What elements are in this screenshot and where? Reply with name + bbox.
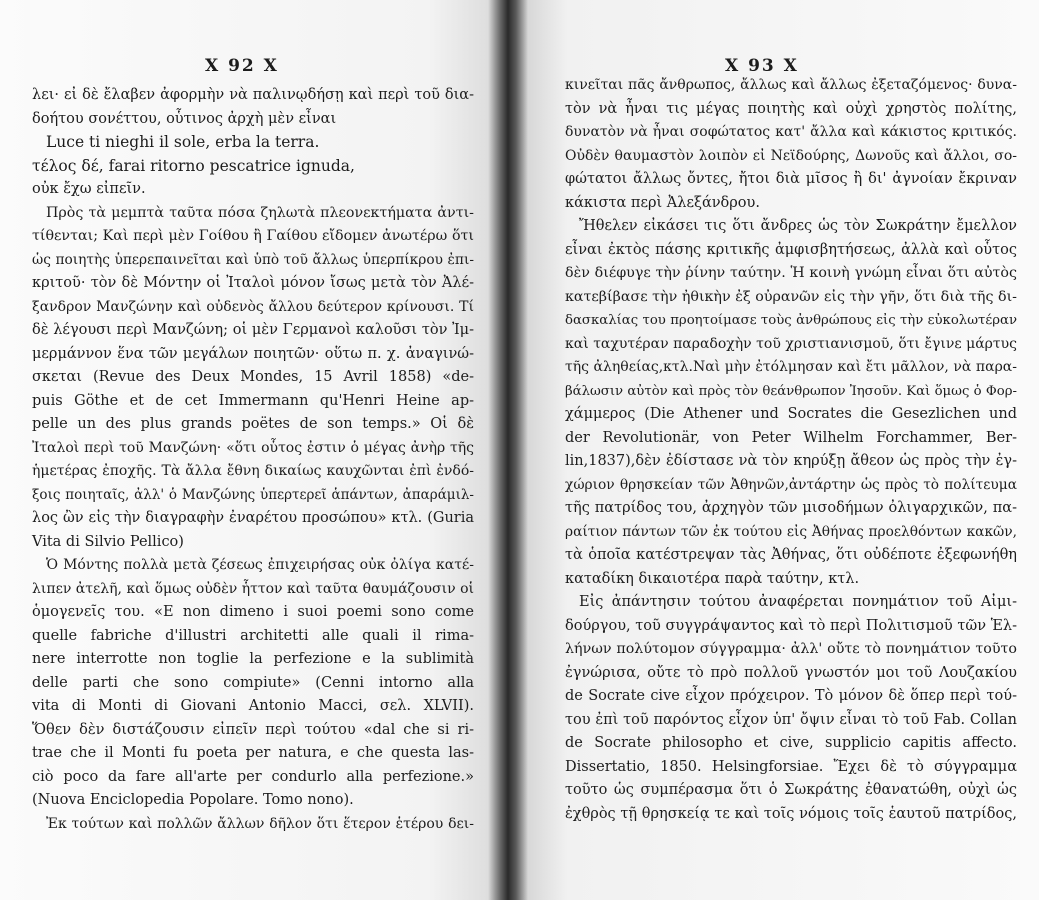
text-line: δυνατὸν νὰ ἦναι σοφώτατος κατ' ἄλλα καὶ κάκιστος κριτικός. <box>565 124 1017 140</box>
text-line: Dissertatio, 1850. Helsingforsiae. Ἔχει δὲ τὸ σύγγραμμα <box>565 758 1017 775</box>
text-line: lin,1837),δὲν ἐδίστασε νὰ τὸν κηρύξῃ ἄθεον ὡς πρὸς τὴν ἐγ- <box>565 453 1017 469</box>
text-line: Ὅθεν δὲν διστάζουσιν εἰπεῖν περὶ τούτου «dal che si ri- <box>32 721 474 738</box>
text-line: trae che il Monti fu poeta per natura, e che questa las- <box>32 745 474 761</box>
text-line: ἡμετέρας ἐποχῆς. Τὰ ἄλλα ἔθνη δικαίως καυχῶνται ἐπὶ ἐνδό- <box>32 463 474 479</box>
text-line: τῆς ἀληθείας,κτλ.Ναὶ μὴν ἐτόλμησαν καὶ ἔτι μᾶλλον, νὰ παρα- <box>565 359 1017 375</box>
text-line: οὐκ ἔχω εἰπεῖν. <box>32 181 146 197</box>
text-line: σκεται (Revue des Deux Mondes, 15 Avril 1858) «de- <box>32 369 474 385</box>
left-page-text <box>32 84 474 836</box>
text-line: βάλωσιν αὐτὸν καὶ πρὸς τὸν θεάνθρωπον Ἰησοῦν. Καὶ ὅμως ὁ Φορ- <box>565 383 1017 399</box>
text-line: μερμάννον ἕνα τῶν μεγάλων ποιητῶν· οὕτω π. χ. ἀναγινώ- <box>32 345 474 362</box>
text-line: delle parti che sono compiute» (Cenni intorno alla <box>32 674 474 691</box>
text-line: λιπεν ἀτελῆ, καὶ ὅμως οὐδὲν ἧττον καὶ ταῦτα θαυμάζουσιν οἱ <box>32 580 474 597</box>
text-line: Vita di Silvio Pellico) <box>32 533 184 550</box>
right-page-text <box>565 74 1017 826</box>
text-line: der Revolutionär, von Peter Wilhelm Forchammer, Ber- <box>565 429 1017 446</box>
text-line: Εἰς ἀπάντησιν τούτου ἀναφέρεται πονημάτιον τοῦ Αἰμι- <box>579 594 1017 610</box>
text-line: Οὐδὲν θαυμαστὸν λοιπὸν εἰ Νεϊδούρης, Δωνοῦς καὶ ἄλλοι, σο- <box>565 147 1017 164</box>
text-line: Ὁ Μόντης πολλὰ μετὰ ζέσεως ἐπιχειρήσας οὐκ ὀλίγα κατέ- <box>46 557 474 573</box>
text-line: Ἰταλοὶ περὶ τοῦ Μανζώνη· «ὅτι οὗτος ἐστιν ὁ μέγας ἀνὴρ τῆς <box>32 439 474 456</box>
text-line: καταδίκη δικαιοτέρα παρὰ ταύτην, κτλ. <box>565 570 860 587</box>
text-line: Ἤθελεν εἰκάσει τις ὅτι ἄνδρες ὡς τὸν Σωκράτην ἔμελλον <box>579 218 1017 234</box>
book-gutter-shadow <box>488 0 528 900</box>
text-line: του ἐπὶ τοῦ παρόντος εἶχον ὑπ' ὄψιν εἶναι τὸ τοῦ Fab. Collan <box>565 711 1017 728</box>
text-line: ὡς ποιητὴς ὑπερεπαινεῖται καὶ ὑπὸ τοῦ ἄλλως ὑπερπίκρου ἐπι- <box>32 251 474 268</box>
text-line: φώτατοι ἄλλως ὄντες, ἤτοι διὰ μῖσος ἢ δι' ἀγνοίαν ἔκριναν <box>565 171 1017 187</box>
text-line: Luce ti nieghi il sole, erba la terra. <box>46 133 320 151</box>
text-line: κινεῖται πᾶς ἄνθρωπος, ἄλλως καὶ ἄλλως ἐξεταζόμενος· δυνα- <box>565 77 1017 93</box>
text-line: Ἐκ τούτων καὶ πολλῶν ἄλλων δῆλον ὅτι ἕτερον ἑτέρου δει- <box>46 815 474 832</box>
text-line: τέλος δέ, farai ritorno pescatrice ignuda, <box>32 156 355 175</box>
text-line: Πρὸς τὰ μεμπτὰ ταῦτα πόσα ζηλωτὰ πλεονεκτήματα ἀντι- <box>46 204 474 221</box>
text-line: de Socrate philosopho et cive, supplicio capitis affecto. <box>565 735 1017 751</box>
text-line: ξοις ποιηταῖς, ἀλλ' ὁ Μανζώνης ὑπερτερεῖ ἁπάντων, ἀπαράμιλ- <box>32 486 474 503</box>
text-line: pelle un des plus grands poëtes de son temps.» Οἱ δὲ <box>32 416 474 432</box>
text-line: κατεβίβασε τὴν ἠθικὴν ἐξ οὐρανῶν εἰς τὴν γῆν, ὅτι διὰ τῆς δι- <box>565 288 1017 305</box>
text-line: ciò poco da fare all'arte per condurlo alla perfezione.» <box>32 768 474 785</box>
text-line: χώριον θρησκείαν τῶν Ἀθηνῶν,ἀντάρτην ὡς πρὸς τὸ πολίτευμα <box>565 476 1017 493</box>
text-line: τὸν νὰ ἦναι τις μέγας ποιητὴς καὶ οὐχὶ χρηστὸς πολίτης, <box>565 100 1017 117</box>
text-line: ξανδρον Μανζώνην καὶ οὐδενὸς ἄλλου δεύτερον κρίνουσι. Τί <box>32 298 474 315</box>
text-line: λος ὢν εἰς τὴν διαγραφὴν ἐναρέτου προσώπου» κτλ. (Guria <box>32 510 474 526</box>
text-line: τοῦτο ὡς συμπέρασμα ὅτι ὁ Σωκράτης ἐθανατώθη, οὐχὶ ὡς <box>565 782 1017 798</box>
text-line: καὶ ταχυτέραν παραδοχὴν τοῦ χριστιανισμοῦ, ὅτι ἔγινε μάρτυς <box>565 335 1017 352</box>
right-page <box>515 0 1039 900</box>
text-line: δασκαλίας του προητοίμασε τοὺς ἀνθρώπους εἰς τὴν εὐκολωτέραν <box>565 313 1017 328</box>
text-line: ὁμογενεῖς του. «E non dimeno i suoi poemi sono come <box>32 604 474 620</box>
text-line: κάκιστα περὶ Ἀλεξάνδρου. <box>565 194 760 211</box>
text-line: de Socrate cive εἶχον πρόχειρον. Τὸ μόνον δὲ ὅπερ περὶ τού- <box>565 688 1017 704</box>
text-line: δὲ λέγουσι περὶ Μανζώνη; οἱ μὲν Γερμανοὶ καλοῦσι τὸν Ἰμ- <box>32 322 474 338</box>
text-line: χάμμερος (Die Athener und Socrates die Gesezlichen und <box>565 406 1017 422</box>
left-page-number: Χ 92 Χ <box>205 56 279 76</box>
right-page-number: Χ 93 Χ <box>725 56 799 76</box>
text-line: ἐγνώρισα, οὔτε τὸ πρὸ πολλοῦ γνωστόν μοι τοῦ Λουζακίου <box>565 664 1017 681</box>
text-line: ραίτιον πάντων τῶν ἐκ τούτου εἰς Ἀθήνας προελθόντων κακῶν, <box>565 523 1017 540</box>
text-line: τῆς πατρίδος του, ἀρχηγὸν τῶν μισοδήμων ὀλιγαρχικῶν, πα- <box>565 500 1017 516</box>
text-line: δούργου, τοῦ συγγράψαντος καὶ τὸ περὶ Πολιτισμοῦ τῶν Ἑλ- <box>565 617 1017 634</box>
left-page <box>0 0 505 900</box>
text-line: δὲν διέφυγε τὴν ῥίνην ταύτην. Ἡ κοινὴ γνώμη εἶναι ὅτι αὐτὸς <box>565 265 1017 281</box>
text-line: λήνων πολύτομον σύγγραμμα· ἀλλ' οὔτε τὸ πονημάτιον τοῦτο <box>565 641 1017 657</box>
text-line: κριτοῦ· τὸν δὲ Μόντην οἱ Ἰταλοὶ μόνον ἴσως μετὰ τὸν Ἀλέ- <box>32 275 474 291</box>
text-line: quelle fabriche d'illustri architetti alle quali il rima- <box>32 627 474 644</box>
text-line: puis Göthe et de cet Immermann qu'Henri Heine ap- <box>32 392 474 409</box>
text-line: εἶναι ἐκτὸς πάσης κριτικῆς ἀμφισβητήσεως, ἀλλὰ καὶ οὗτος <box>565 241 1017 258</box>
text-line: τίθενται; Καὶ περὶ μὲν Γοίθου ἢ Γαίθου εἴδομεν ἀνωτέρω ὅτι <box>32 228 474 244</box>
text-line: τὰ ὁποῖα κατέστρεψαν τὰς Ἀθήνας, ὅτι οὐδέποτε ἐξεφωνήθη <box>565 547 1017 563</box>
text-line: nere interrotte non toglie la perfezione e la sublimità <box>32 651 474 667</box>
text-line: vita di Monti di Giovani Antonio Macci, σελ. XLVII). <box>32 698 474 714</box>
text-line: λει· εἰ δὲ ἔλαβεν ἀφορμὴν νὰ παλινῳδήσῃ καὶ περὶ τοῦ δια- <box>32 87 474 103</box>
text-line: δοήτου σονέττου, οὗτινος ἀρχὴ μὲν εἶναι <box>32 110 337 127</box>
text-line: (Nuova Enciclopedia Popolare. Tomo nono). <box>32 792 354 808</box>
text-line: ἐχθρὸς τῇ θρησκείᾳ τε καὶ τοῖς νόμοις τοῖς ἑαυτοῦ πατρίδος, <box>565 805 1017 822</box>
